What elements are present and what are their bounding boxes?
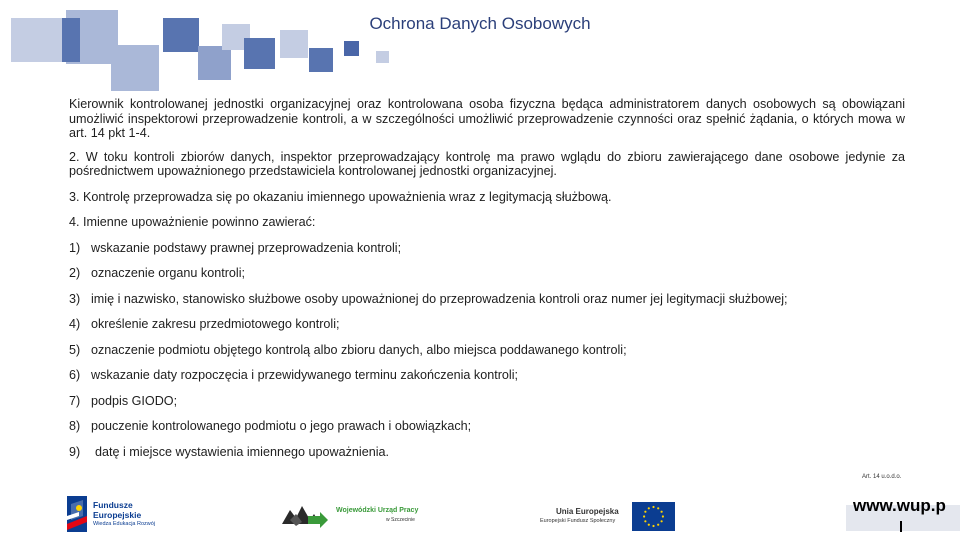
list-item [69,368,905,383]
decor-square [376,51,389,63]
decor-square [62,18,80,62]
list-number: 5) [69,342,81,357]
eu-line2: Europejski Fundusz Społeczny [540,518,616,524]
list-item [69,445,905,460]
website-url[interactable]: www.wup.p [853,496,946,515]
wup-emblem-icon [280,500,330,528]
fe-line3: Wiedza Edukacja Rozwój [93,521,156,527]
list-text: oznaczenie organu kontroli; [91,266,246,280]
eu-flag-icon [632,502,675,531]
wup-line2: w Szczecinie [386,517,415,523]
list-text: wskazanie daty rozpoczęcia i przewidywanego terminu zakończenia kontroli; [91,368,519,382]
decor-square [111,45,159,91]
list-text: wskazanie podstawy prawnej przeprowadzenia kontroli; [91,240,402,255]
decor-square [11,18,65,62]
list-number: 8) [69,419,81,433]
list-item [69,292,905,307]
list-text: podpis GIODO; [91,393,178,408]
list-number: 9) [69,444,81,459]
list-number: 4) [69,317,81,331]
list-number: 3) [69,291,81,306]
list-item [69,266,905,281]
list-text: pouczenie kontrolowanego podmiotu o jego prawach i obowiązkach; [91,419,472,433]
main-content [69,97,905,459]
paragraph-4: 4. Imienne upoważnienie powinno zawierać: [69,215,316,229]
list-text: datę i miejsce wystawienia imiennego upoważnienia. [95,444,390,459]
page-title: Ochrona Danych Osobowych [369,14,591,33]
paragraph-2: 2. W toku kontroli zbiorów danych, inspektor przeprowadzający kontrolę ma prawo wglądu do zbioru zawierającego dane osobowe jedynie za pośrednictwem upoważnionego przedstawiciela kontrolowanej jednostki organizacyjnej. [69,149,905,178]
list-item [69,241,905,256]
list-number: 2) [69,266,81,280]
fe-line1: Fundusze [93,500,133,510]
list-number: 6) [69,368,81,382]
list-text: oznaczenie podmiotu objętego kontrolą albo zbioru danych, albo miejsca poddawanego kontroli; [91,342,627,357]
url-fragment [900,521,902,532]
intro-paragraph: Kierownik kontrolowanej jednostki organizacyjnej oraz kontrolowana osoba fizyczna będąca administratorem danych osobowych są obowiązani umożliwić inspektorowi przeprowadzenie kontroli, a w szczególności umożliwić przeprowadzenie czynności oraz spełnić żądania, o których mowa w art. 14 pkt 1-4. [69,97,905,140]
paragraph-3: 3. Kontrolę przeprowadza się po okazaniu imiennego upoważnienia wraz z legitymacją służbową. [69,189,612,204]
list-number: 1) [69,240,81,255]
decor-square [309,48,333,72]
eu-line1: Unia Europejska [556,507,619,516]
requirements-list [69,241,905,460]
decor-square [163,18,199,52]
list-item [69,317,905,332]
decor-square [198,46,231,80]
decor-square [244,38,275,69]
list-item [69,419,905,434]
list-item [69,394,905,409]
list-text: określenie zakresu przedmiotowego kontroli; [91,317,340,331]
decor-square [344,41,359,56]
list-number: 7) [69,393,81,408]
fe-line2: Europejskie [93,510,142,520]
fe-emblem-icon [67,496,87,532]
footnote: Art. 14 u.o.d.o. [862,474,902,480]
wup-line1: Wojewódzki Urząd Pracy [336,507,419,514]
list-text: imię i nazwisko, stanowisko służbowe osoby upoważnionej do przeprowadzenia kontroli oraz numer jej legitymacji służbowej; [91,291,788,306]
list-item [69,343,905,358]
decor-square [280,30,308,58]
